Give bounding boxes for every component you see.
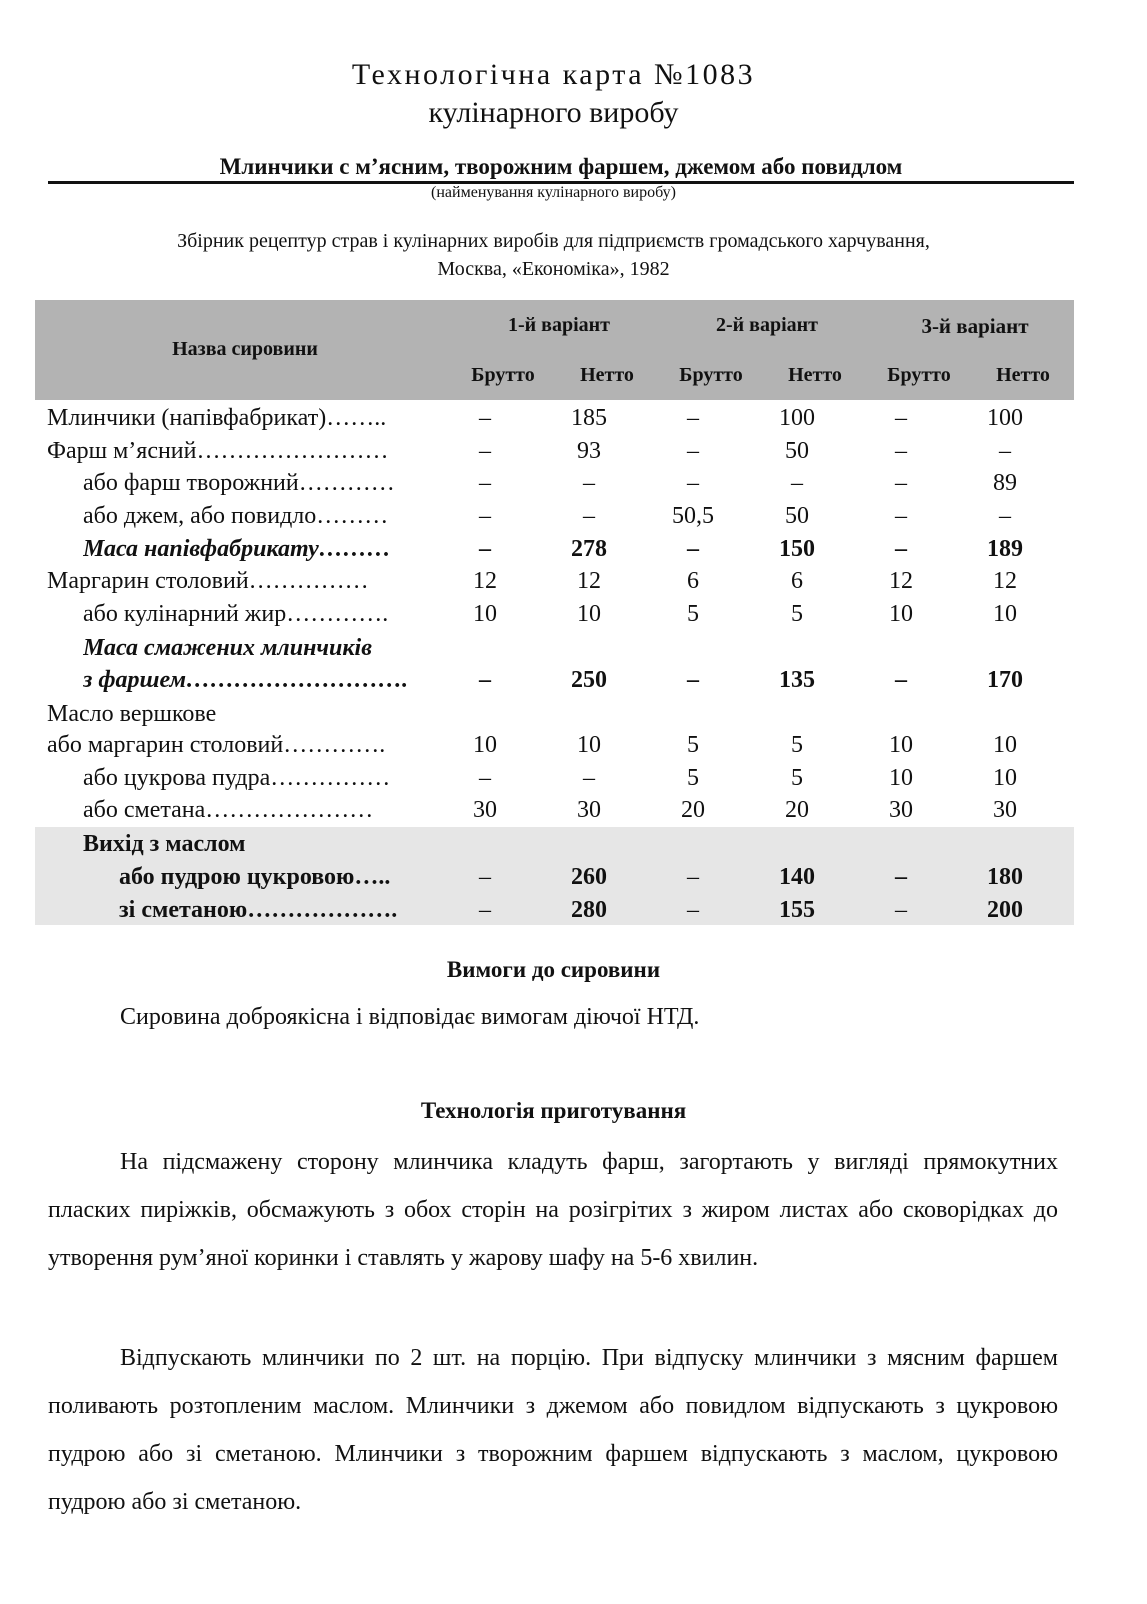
cell-value: 5 (687, 765, 699, 791)
ingredient-name: або цукрова пудра…………… (83, 765, 391, 791)
card-subtitle: кулінарного виробу (428, 96, 679, 129)
ingredient-name: зі сметаною………………. (119, 897, 398, 923)
cell-value: 20 (785, 797, 809, 823)
cell-value: 89 (993, 470, 1017, 496)
cell-value: 50 (785, 438, 809, 464)
ingredient-name: або джем, або повидло……… (83, 503, 389, 529)
cell-value: – (583, 503, 595, 529)
source-line-2: Москва, «Економіка», 1982 (437, 258, 670, 280)
cell-value: 135 (779, 667, 815, 693)
table-row (35, 467, 1074, 500)
cell-value: – (479, 667, 491, 693)
table-row (35, 861, 1074, 894)
ingredient-name: Масло вершкове (47, 701, 217, 727)
table-row (35, 435, 1074, 468)
gross-header: Брутто (471, 364, 535, 386)
cell-value: 10 (577, 601, 601, 627)
cell-value: 155 (779, 897, 815, 923)
ingredient-name: Маргарин столовий…………… (47, 568, 369, 594)
cell-value: – (687, 897, 699, 923)
table-row (35, 828, 1074, 861)
variant-3-header: 3-й варіант (921, 314, 1029, 338)
table-row (35, 402, 1074, 435)
cell-value: 5 (791, 732, 803, 758)
cell-value: – (479, 405, 491, 431)
cell-value: 10 (993, 765, 1017, 791)
cell-value: 10 (889, 601, 913, 627)
table-row (35, 894, 1074, 927)
cell-value: 30 (473, 797, 497, 823)
cell-value: – (479, 897, 491, 923)
cell-value: 5 (791, 601, 803, 627)
paragraph-1-text: На підсмажену сторону млинчика кладуть фарш, загортають у вигляді прямокутних пласких пиріжків, обсмажують з обох сторін на розігрітих з жиром листах або сковорідках до утворення рум’яної коринки і ставлять у жарову шафу на 5-6 хвилин. (48, 1149, 1058, 1271)
cell-value: 20 (681, 797, 705, 823)
cell-value: – (687, 864, 699, 890)
cell-value: – (583, 765, 595, 791)
gross-header: Брутто (679, 364, 743, 386)
technology-paragraph-1 (48, 1138, 1058, 1282)
cell-value: 10 (473, 732, 497, 758)
cell-value: 30 (889, 797, 913, 823)
cell-value: 10 (889, 732, 913, 758)
cell-value: 6 (687, 568, 699, 594)
cell-value: 189 (987, 536, 1023, 562)
cell-value: 6 (791, 568, 803, 594)
cell-value: – (999, 438, 1011, 464)
net-header: Нетто (996, 364, 1050, 386)
cell-value: – (791, 470, 803, 496)
ingredient-name: з фаршем………………………. (83, 667, 409, 693)
cell-value: 10 (473, 601, 497, 627)
cell-value: 5 (791, 765, 803, 791)
ingredient-name: Фарш м’ясний…………………… (47, 438, 389, 464)
net-header: Нетто (580, 364, 634, 386)
cell-value: – (687, 667, 699, 693)
table-row (35, 533, 1074, 566)
cell-value: 30 (577, 797, 601, 823)
cell-value: 50 (785, 503, 809, 529)
cell-value: 12 (993, 568, 1017, 594)
cell-value: 50,5 (672, 503, 714, 529)
cell-value: – (895, 864, 907, 890)
ingredient-name: Маса смажених млинчиків (83, 635, 372, 661)
variant-2-header: 2-й варіант (715, 314, 818, 336)
table-row (35, 729, 1074, 762)
cell-value: 185 (571, 405, 607, 431)
table-row (35, 664, 1074, 697)
ingredient-name: або маргарин столовий…………. (47, 732, 386, 758)
requirements-heading: Вимоги до сировини (446, 957, 661, 982)
gross-header: Брутто (887, 364, 951, 386)
card-title: Технологічна карта №1083 (351, 58, 756, 91)
cell-value: 280 (571, 897, 607, 923)
cell-value: 100 (779, 405, 815, 431)
cell-value: 5 (687, 601, 699, 627)
cell-value: 12 (577, 568, 601, 594)
cell-value: 170 (987, 667, 1023, 693)
cell-value: – (687, 405, 699, 431)
cell-value: – (479, 438, 491, 464)
cell-value: 278 (571, 536, 607, 562)
cell-value: – (895, 897, 907, 923)
table-row (35, 598, 1074, 631)
cell-value: 180 (987, 864, 1023, 890)
cell-value: – (687, 470, 699, 496)
paragraph-2-text: Відпускають млинчики по 2 шт. на порцію. При відпуску млинчики з мясним фаршем поливають розтопленим маслом. Млинчики з джемом або повидлом відпускають з цукровою пудрою або зі сметаною. Млинчики з творожним фаршем відпускають з маслом, цукровою пудрою або зі сметаною. (48, 1345, 1058, 1515)
cell-value: 30 (993, 797, 1017, 823)
variant-1-header: 1-й варіант (507, 314, 610, 336)
source-line-1: Збірник рецептур страв і кулінарних виробів для підприємств громадського харчування, (177, 230, 930, 252)
cell-value: 150 (779, 536, 815, 562)
cell-value: – (895, 536, 907, 562)
cell-value: 10 (889, 765, 913, 791)
ingredient-name: або сметана………………… (83, 797, 374, 823)
table-row (35, 762, 1074, 795)
cell-value: 10 (577, 732, 601, 758)
cell-value: 5 (687, 732, 699, 758)
dish-name: Млинчики с м’ясним, творожним фаршем, джемом або повидлом (48, 153, 1074, 184)
cell-value: – (999, 503, 1011, 529)
cell-value: – (479, 470, 491, 496)
cell-value: – (583, 470, 595, 496)
cell-value: 12 (473, 568, 497, 594)
technology-heading: Технологія приготування (420, 1098, 687, 1123)
ingredient-name: або кулінарний жир…………. (83, 601, 389, 627)
ingredient-name: або пудрою цукровою….. (119, 864, 391, 890)
cell-value: – (479, 536, 491, 562)
requirements-text: Сировина доброякісна і відповідає вимогам діючої НТД. (120, 1004, 700, 1030)
cell-value: – (895, 405, 907, 431)
table-row (35, 794, 1074, 827)
source-reference (0, 227, 1107, 283)
dish-caption: (найменування кулінарного виробу) (431, 184, 676, 201)
cell-value: 250 (571, 667, 607, 693)
cell-value: 10 (993, 601, 1017, 627)
name-column-header: Назва сировини (172, 338, 318, 360)
cell-value: 260 (571, 864, 607, 890)
cell-value: – (479, 765, 491, 791)
technology-paragraph-2 (48, 1334, 1058, 1526)
ingredient-name: або фарш творожний………… (83, 470, 395, 496)
cell-value: – (687, 438, 699, 464)
table-row (35, 698, 1074, 731)
table-row (35, 500, 1074, 533)
table-header (35, 300, 1074, 400)
cell-value: – (687, 536, 699, 562)
ingredient-name: Вихід з маслом (83, 831, 246, 857)
cell-value: 140 (779, 864, 815, 890)
cell-value: – (895, 503, 907, 529)
cell-value: – (479, 503, 491, 529)
net-header: Нетто (788, 364, 842, 386)
cell-value: 10 (993, 732, 1017, 758)
cell-value: – (895, 438, 907, 464)
cell-value: – (895, 470, 907, 496)
ingredient-name: Млинчики (напівфабрикат)…….. (47, 405, 387, 431)
cell-value: – (895, 667, 907, 693)
table-row (35, 565, 1074, 598)
cell-value: 100 (987, 405, 1023, 431)
cell-value: – (479, 864, 491, 890)
ingredient-name: Маса напівфабрикату……… (83, 536, 391, 562)
table-row (35, 632, 1074, 665)
cell-value: 200 (987, 897, 1023, 923)
cell-value: 12 (889, 568, 913, 594)
cell-value: 93 (577, 438, 601, 464)
